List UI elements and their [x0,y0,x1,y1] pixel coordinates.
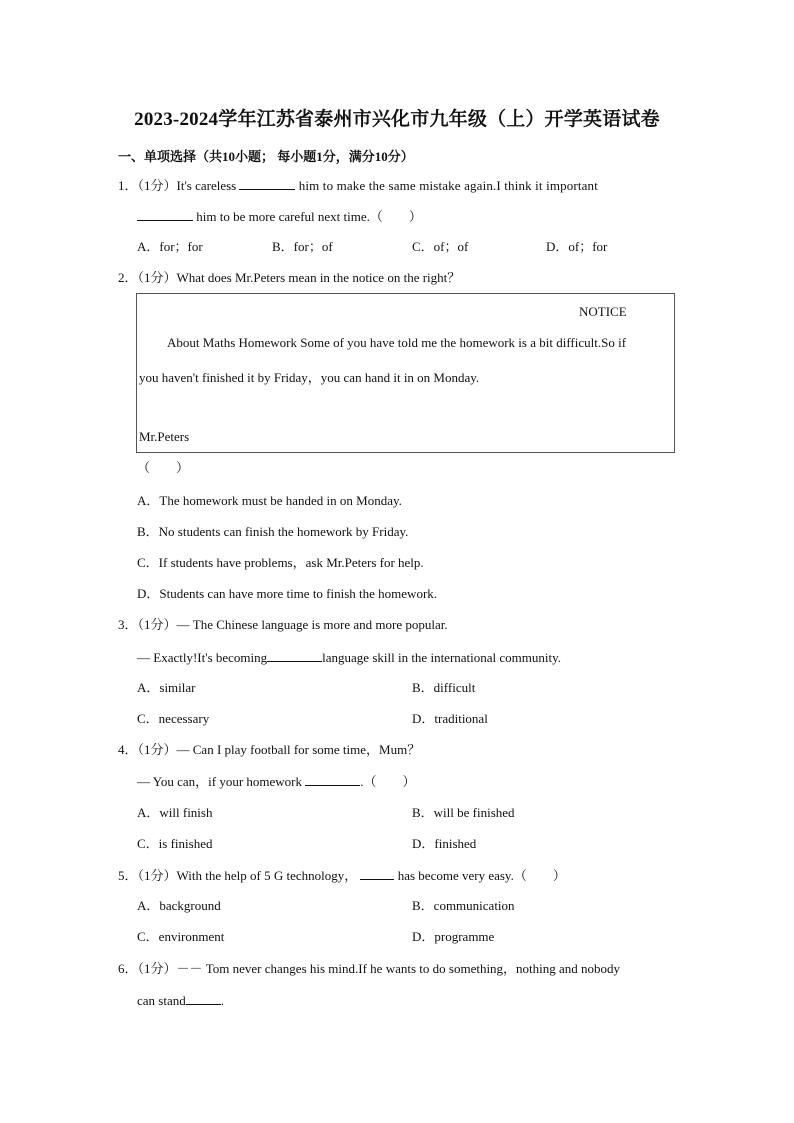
answer-blank [137,208,193,221]
q6-text-a: can stand [137,993,186,1008]
q1-option-c: C．of；of [412,239,469,254]
q3-option-a: A．similar [137,680,196,695]
q4-option-d: D．finished [412,836,477,851]
q2-option-c: C．If students have problems，ask Mr.Peters for help. [137,555,424,570]
notice-box [136,293,675,453]
q3-option-c: C．necessary [137,711,210,726]
q4-option-a: A．will finish [137,805,213,820]
answer-blank [360,867,394,880]
question-5-line-1 [118,867,566,884]
notice-line-2: you haven't finished it by Friday，you can hand it in on Monday. [139,370,480,385]
q4-text-a: — You can，if your homework [137,774,303,789]
q3-text-b: language skill in the international community. [322,650,562,665]
notice-signature: Mr.Peters [139,429,190,444]
q6-text-b: . [220,993,224,1008]
question-6-line-2 [137,992,224,1009]
q2-option-b: B．No students can finish the homework by Friday. [137,524,409,539]
q4-option-c: C．is finished [137,836,213,851]
question-1-line-1 [118,177,674,194]
q5-option-b: B．communication [412,898,515,913]
question-2-stem: 2．（1分）What does Mr.Peters mean in the notice on the right？ [118,270,461,285]
q1-text-a: 1．（1分）It's careless [118,178,237,193]
answer-blank [305,773,360,786]
q4-text-b: .（ ） [360,774,416,789]
q3-option-b: B．difficult [412,680,476,695]
answer-blank [239,177,295,190]
q5-option-c: C．environment [137,929,225,944]
answer-blank [267,649,322,662]
answer-paren: （ ） [137,460,190,475]
q5-option-a: A．background [137,898,221,913]
q5-text-a: 5．（1分）With the help of 5 G technology， [118,868,358,883]
q1-text-b: him to make the same mistake again.I think it important [298,178,598,193]
q1-text-c: him to be more careful next time.（ ） [196,209,422,224]
q1-option-a: A．for；for [137,239,203,254]
q1-option-d: D．of；for [546,239,608,254]
q5-text-b: has become very easy.（ ） [397,868,566,883]
question-6-line-1: 6．（1分）－－ Tom never changes his mind.If he wants to do something，nothing and nobody [118,961,621,976]
question-3-line-1: 3．（1分）— The Chinese language is more and more popular. [118,617,448,632]
q2-option-d: D．Students can have more time to finish the homework. [137,586,438,601]
q4-option-b: B．will be finished [412,805,515,820]
q1-option-b: B．for；of [272,239,333,254]
question-1-line-2 [137,208,422,225]
q3-option-d: D．traditional [412,711,488,726]
q2-option-a: A．The homework must be handed in on Monday. [137,493,402,508]
notice-line-1: About Maths Homework Some of you have told me the homework is a bit difficult.So if [167,335,627,350]
question-4-line-1: 4．（1分）— Can I play football for some time，Mum？ [118,742,421,757]
q3-text-a: — Exactly!It's becoming [137,650,268,665]
section-heading: 一、单项选择（共10小题； 每小题1分，满分10分） [118,149,414,164]
answer-blank [186,992,221,1005]
question-4-line-2 [137,773,416,790]
question-3-line-2 [137,649,561,666]
q5-option-d: D．programme [412,929,495,944]
notice-title: NOTICE [579,304,627,319]
page-title: 2023-2024学年江苏省泰州市兴化市九年级（上）开学英语试卷 [134,109,660,130]
